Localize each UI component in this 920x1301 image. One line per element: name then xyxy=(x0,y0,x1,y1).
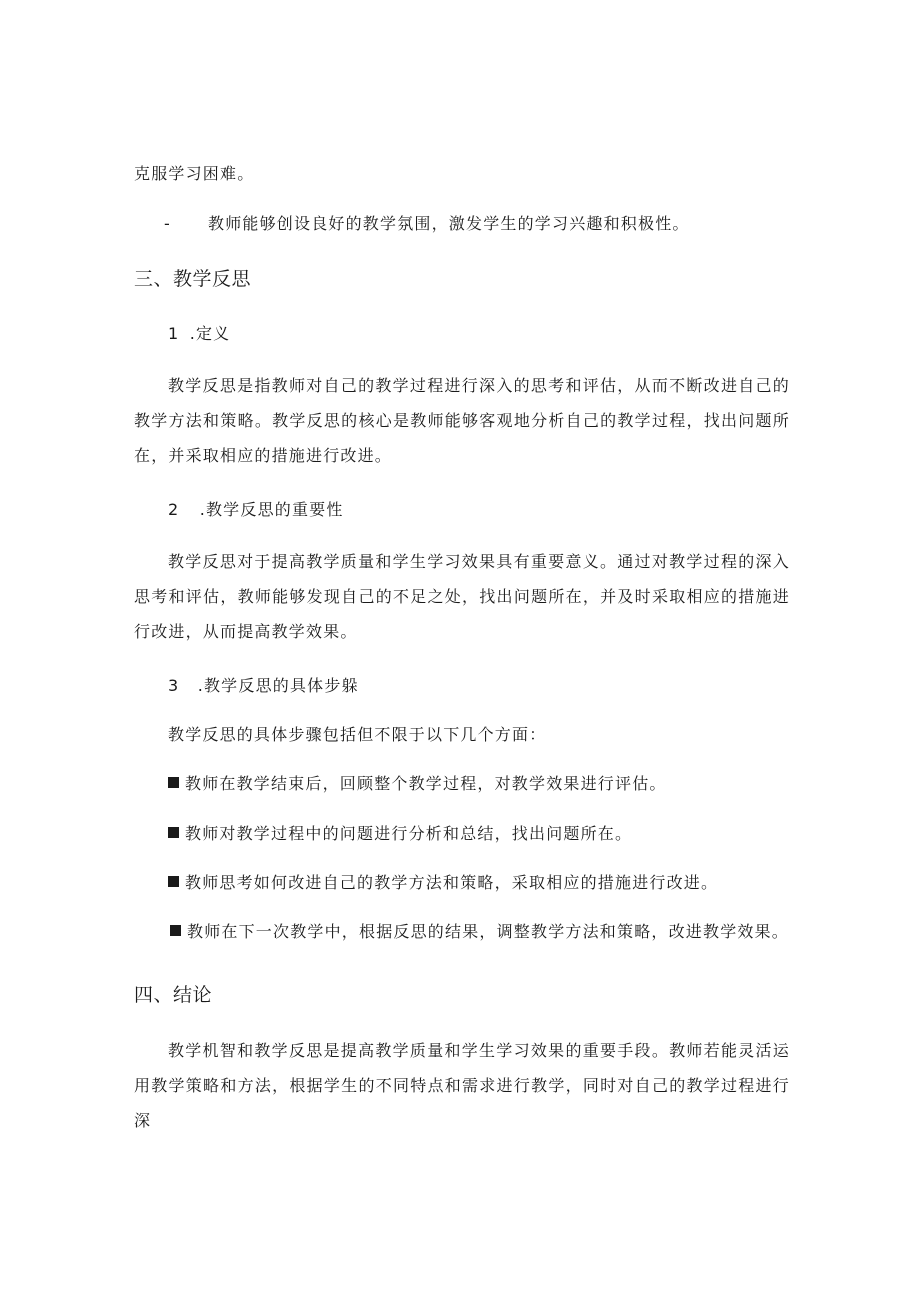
section-3-heading: 三、教学反思 xyxy=(134,268,252,290)
step-text: 教师思考如何改进自己的教学方法和策略，采取相应的措施进行改进。 xyxy=(185,873,719,892)
subsection-1-heading xyxy=(168,323,230,345)
subsection-2-title: .教学反思的重要性 xyxy=(199,500,344,519)
square-bullet-icon xyxy=(170,925,181,936)
subsection-2-paragraph: 教学反思对于提高教学质量和学生学习效果具有重要意义。通过对教学过程的深入思考和评估，教师能够发现自己的不足之处，找出问题所在，并及时采取相应的措施进行改进，从而提高教学效果。 xyxy=(134,552,790,641)
step-item xyxy=(170,921,789,943)
step-item xyxy=(168,773,667,795)
square-bullet-icon xyxy=(168,777,179,788)
step-text: 教师对教学过程中的问题进行分析和总结，找出问题所在。 xyxy=(185,824,633,843)
section-4-heading: 四、结论 xyxy=(134,984,213,1006)
step-text: 教师在教学结束后，回顾整个教学过程，对教学效果进行评估。 xyxy=(185,774,667,793)
subsection-2-number: 2 xyxy=(168,500,180,519)
subsection-3-heading xyxy=(168,675,359,697)
step-text: 教师在下一次教学中，根据反思的结果，调整教学方法和策略，改进教学效果。 xyxy=(187,922,790,941)
step-item xyxy=(168,823,632,845)
subsection-1-paragraph: 教学反思是指教师对自己的教学过程进行深入的思考和评估，从而不断改进自己的教学方法和策略。教学反思的核心是教师能够客观地分析自己的教学过程，找出问题所在，并采取相应的措施进行改进。 xyxy=(134,376,790,465)
section-4-paragraph: 教学机智和教学反思是提高教学质量和学生学习效果的重要手段。教师若能灵活运用教学策略和方法，根据学生的不同特点和需求进行教学，同时对自己的教学过程进行深 xyxy=(134,1041,790,1130)
continuation-text: 克服学习困难。 xyxy=(134,164,255,183)
step-item xyxy=(168,872,718,894)
dash-marker: - xyxy=(164,214,170,233)
square-bullet-icon xyxy=(168,827,179,838)
subsection-1-title: .定义 xyxy=(189,324,231,343)
subsection-3-number: 3 xyxy=(168,676,180,695)
steps-intro: 教学反思的具体步骤包括但不限于以下几个方面： xyxy=(168,725,547,744)
dash-item-text: 教师能够创设良好的教学氛围，激发学生的学习兴趣和积极性。 xyxy=(208,214,690,233)
subsection-1-number: 1 xyxy=(168,324,180,343)
subsection-2-heading xyxy=(168,499,344,521)
subsection-3-title: .教学反思的具体步躲 xyxy=(197,676,359,695)
square-bullet-icon xyxy=(168,876,179,887)
